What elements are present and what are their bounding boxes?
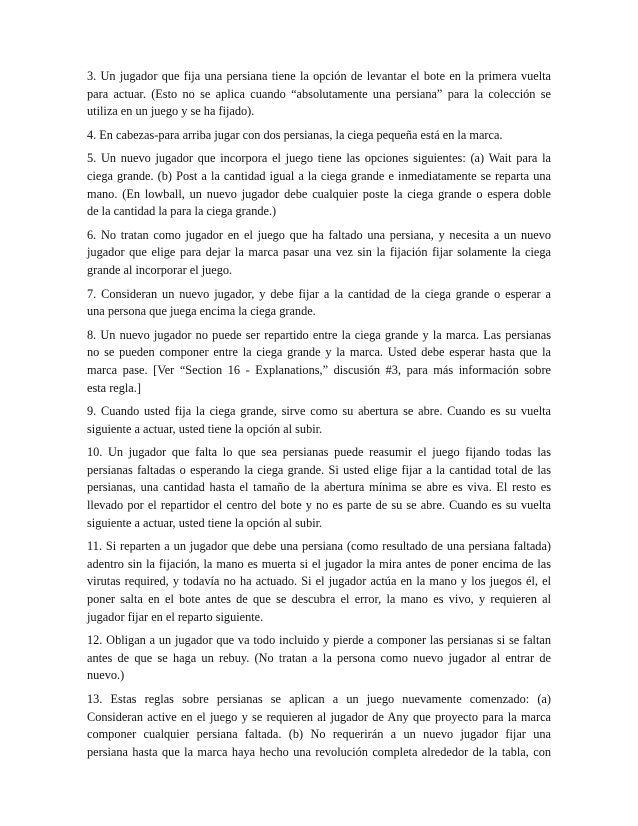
- text-line: siguiente a actuar, usted tiene la opción al subir.: [87, 515, 323, 530]
- text-line: 13. Estas reglas sobre persianas se aplican a un juego nuevamente comenzado: (a): [87, 692, 551, 706]
- text-line: una persona que juega encima la ciega grande.: [87, 304, 316, 319]
- text-line: de la cantidad la para la ciega grande.): [87, 204, 277, 219]
- text-line: grande al incorporar el juego.: [87, 262, 233, 277]
- text-line: 11. Si reparten a un jugador que debe una persiana (como resultado de una persiana faltada): [87, 539, 551, 554]
- rule-paragraph-8: [87, 327, 551, 397]
- document-page: [87, 68, 551, 767]
- text-line: 8. Un nuevo jugador no puede ser repartido entre la ciega grande y la marca. Las persianas: [87, 327, 551, 342]
- text-line: 7. Consideran un nuevo jugador, y debe fijar a la cantidad de la ciega grande o esperar a: [87, 286, 551, 301]
- text-line: jugador que elige para dejar la marca pasar una vez sin la fijación fijar solamente la ciega: [87, 245, 551, 260]
- rule-paragraph-5: [87, 150, 551, 220]
- text-line: llevado por el repartidor el centro del bote y no es parte de su se abre. Cuando es su vuelta: [87, 498, 551, 513]
- text-line: 10. Un jugador que falta lo que sea persianas puede reasumir el juego fijando todas las: [87, 445, 551, 460]
- text-line: virutas required, y todavía no ha actuado. Si el jugador actúa en la mano y los juegos él, el: [87, 574, 551, 589]
- text-line: ciega grande. (b) Post a la cantidad igual a la ciega grande e inmediatamente se reparta una: [87, 168, 551, 183]
- text-line: poner salta en el bote antes de que se descubra el error, la mano es vivo, y requieren al: [87, 592, 551, 607]
- text-line: 6. No tratan como jugador en el juego que ha faltado una persiana, y necesita a un nuevo: [87, 227, 551, 242]
- text-line: nuevo.): [87, 668, 125, 683]
- text-line: jugador fijar en el reparto siguiente.: [87, 609, 264, 624]
- rule-paragraph-7: [87, 286, 551, 321]
- rule-paragraph-3: [87, 68, 551, 121]
- text-line: 9. Cuando usted fija la ciega grande, sirve como su abertura se abre. Cuando es su vuelta: [87, 404, 551, 419]
- rule-paragraph-10: [87, 444, 551, 532]
- text-line: siguiente a actuar, usted tiene la opción al subir.: [87, 421, 323, 436]
- rule-paragraph-6: [87, 227, 551, 280]
- text-line: componer cualquier persiana faltada. (b) No requerirán a un nuevo jugador fijar una: [87, 727, 551, 742]
- text-line: 12. Obligan a un jugador que va todo incluido y pierde a componer las persianas si se faltan: [87, 633, 551, 648]
- text-line: marca pase. [Ver “Section 16 - Explanations,” discusión #3, para más información sobre: [87, 362, 551, 377]
- text-line: Consideran active en el juego y se requieren al jugador de Any que proyecto para la marca: [87, 709, 551, 724]
- text-line: 5. Un nuevo jugador que incorpora el juego tiene las opciones siguientes: (a) Wait para la: [87, 151, 551, 166]
- text-line: 3. Un jugador que fija una persiana tiene la opción de levantar el bote en la primera vuelta: [87, 69, 551, 83]
- text-line: no se pueden componer entre la ciega grande y la marca. Usted debe esperar hasta que la: [87, 345, 551, 360]
- text-line: 4. En cabezas-para arriba jugar con dos persianas, la ciega pequeña está en la marca.: [87, 127, 503, 142]
- text-line: persianas faltadas o esperando la ciega grande. Si usted elige fijar a la cantidad total de las: [87, 462, 551, 477]
- text-line: esta regla.]: [87, 380, 141, 395]
- text-line: adentro sin la fijación, la mano es muerta si el jugador la mira antes de poner encima de las: [87, 556, 551, 571]
- rule-paragraph-11: [87, 538, 551, 626]
- text-line: antes de que se haga un rebuy. (No tratan a la persona como nuevo jugador al entrar de: [87, 650, 551, 665]
- text-line: persianas, una cantidad hasta el tamaño de la abertura mínima se abre es viva. El resto es: [87, 480, 551, 495]
- text-line: persiana hasta que la marca haya hecho una revolución completa alrededor de la tabla, con: [87, 744, 551, 759]
- text-line: para actuar. (Esto no se aplica cuando “absolutamente una persiana” para la colección se: [87, 86, 551, 101]
- rule-paragraph-12: [87, 632, 551, 685]
- rule-paragraph-4: [87, 127, 551, 145]
- rule-paragraph-9: [87, 403, 551, 438]
- text-line: mano. (En lowball, un nuevo jugador debe cualquier poste la ciega grande o espera doble: [87, 186, 551, 201]
- text-line: utiliza en un juego y se ha fijado).: [87, 104, 255, 119]
- rule-paragraph-13: [87, 691, 551, 761]
